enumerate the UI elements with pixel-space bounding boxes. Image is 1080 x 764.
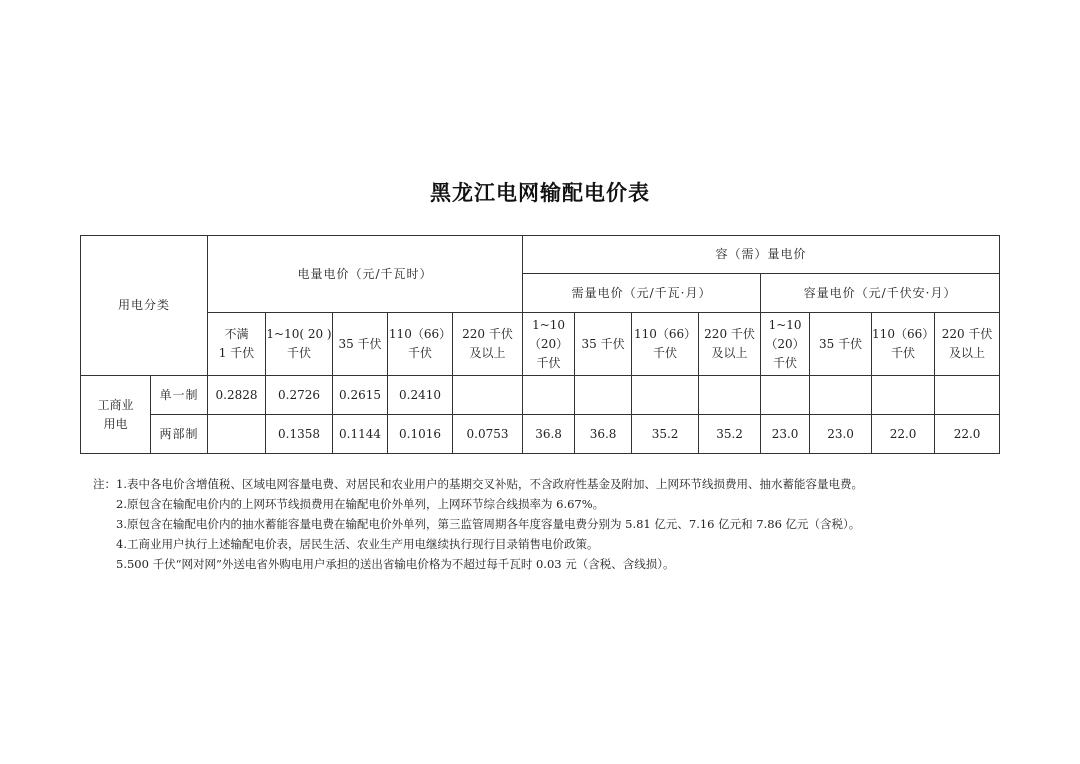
- capacity-price-cell: 23.0: [810, 415, 872, 454]
- energy-price-cell: 0.1358: [266, 415, 333, 454]
- energy-price-cell: 0.1144: [333, 415, 388, 454]
- group-label-line: 用电: [103, 416, 128, 431]
- energy-level-line: 1 千伏: [218, 346, 255, 360]
- energy-level-line: 35 千伏: [338, 336, 382, 351]
- demand-price-cell: 36.8: [575, 415, 632, 454]
- energy-price-cell: 0.2828: [208, 376, 266, 415]
- demand-level-header: [523, 313, 575, 376]
- energy-level-header: [208, 313, 266, 376]
- capacity-price-cell: [810, 376, 872, 415]
- capacity-price-cell: 22.0: [935, 415, 1000, 454]
- row-label: 两部制: [151, 415, 208, 454]
- energy-price-cell: 0.0753: [453, 415, 523, 454]
- capacity-price-cell: [872, 376, 935, 415]
- note-line: 4.工商业用户执行上述输配电价表，居民生活、农业生产用电继续执行现行目录销售电价政策。: [116, 537, 599, 551]
- capacity-group-header: 容（需）量电价: [523, 236, 1000, 274]
- tariff-table: [80, 235, 1000, 454]
- energy-level-line: 及以上: [469, 346, 506, 360]
- capacity-level-line: 1~10: [768, 317, 802, 332]
- energy-price-cell: 0.2410: [388, 376, 453, 415]
- demand-price-cell: [523, 376, 575, 415]
- capacity-level-header: [761, 313, 810, 376]
- demand-price-header: 需量电价（元/千瓦·月）: [523, 274, 761, 313]
- capacity-level-line: 千伏: [773, 355, 798, 370]
- energy-price-header: 电量电价（元/千瓦时）: [208, 236, 523, 313]
- row-label: 单一制: [151, 376, 208, 415]
- demand-price-cell: 36.8: [523, 415, 575, 454]
- capacity-level-line: （20）: [765, 336, 805, 351]
- capacity-price-cell: 22.0: [872, 415, 935, 454]
- energy-level-line: 千伏: [287, 346, 312, 360]
- capacity-level-line: 110（66）: [872, 327, 935, 341]
- demand-level-header: [632, 313, 699, 376]
- energy-price-cell: [453, 376, 523, 415]
- note-line: 3.原包含在输配电价内的抽水蓄能容量电费在输配电价外单列，第三监管周期各年度容量电费分别为 5.81 亿元、7.16 亿元和 7.86 亿元（含税）。: [116, 517, 861, 531]
- energy-level-line: 千伏: [408, 346, 433, 360]
- capacity-level-line: 35 千伏: [819, 336, 863, 351]
- category-header: 用电分类: [81, 236, 208, 376]
- capacity-level-header: [935, 313, 1000, 376]
- energy-level-line: 不满: [224, 327, 249, 341]
- demand-level-header: [575, 313, 632, 376]
- energy-level-line: 220 千伏: [462, 327, 513, 341]
- note-line: 5.500 千伏“网对网”外送电省外购电用户承担的送出省输电价格为不超过每千瓦时 0.03 元（含税、含线损）。: [116, 557, 675, 571]
- capacity-level-header: [810, 313, 872, 376]
- capacity-price-cell: [935, 376, 1000, 415]
- capacity-price-cell: 23.0: [761, 415, 810, 454]
- demand-price-cell: [575, 376, 632, 415]
- demand-level-header: [699, 313, 761, 376]
- capacity-level-line: 及以上: [949, 346, 986, 360]
- demand-level-line: 千伏: [536, 355, 561, 370]
- demand-level-line: 35 千伏: [581, 336, 625, 351]
- demand-level-line: 220 千伏: [704, 327, 755, 341]
- demand-price-cell: [699, 376, 761, 415]
- capacity-price-cell: [761, 376, 810, 415]
- demand-level-line: 及以上: [711, 346, 748, 360]
- energy-price-cell: 0.1016: [388, 415, 453, 454]
- voltage-level-row: [81, 313, 1000, 376]
- demand-level-line: 千伏: [653, 346, 678, 360]
- capacity-level-line: 千伏: [891, 346, 916, 360]
- energy-level-header: [453, 313, 523, 376]
- energy-level-line: 1~10( 20 ): [266, 327, 332, 341]
- energy-level-header: [388, 313, 453, 376]
- table-row: [81, 376, 1000, 415]
- capacity-level-line: 220 千伏: [941, 327, 993, 341]
- energy-price-cell: [208, 415, 266, 454]
- demand-price-cell: [632, 376, 699, 415]
- note-line: 2.原包含在输配电价内的上网环节线损费用在输配电价外单列，上网环节综合线损率为 6.67%。: [116, 497, 605, 511]
- group-label-line: 工商业: [97, 397, 134, 412]
- energy-price-cell: 0.2726: [266, 376, 333, 415]
- demand-level-line: （20）: [528, 336, 569, 351]
- note-line: 注：1.表中各电价含增值税、区域电网容量电费、对居民和农业用户的基期交叉补贴，不含政府性基金及附加、上网环节线损费用、抽水蓄能容量电费。: [93, 477, 863, 491]
- energy-level-header: [333, 313, 388, 376]
- table-row: [81, 415, 1000, 454]
- demand-level-line: 110（66）: [633, 327, 697, 341]
- demand-price-cell: 35.2: [699, 415, 761, 454]
- energy-level-line: 110（66）: [388, 327, 452, 341]
- page-title: 黑龙江电网输配电价表: [430, 181, 650, 205]
- energy-level-header: [266, 313, 333, 376]
- notes: [93, 474, 1053, 574]
- group-label-cell: [81, 376, 151, 454]
- capacity-price-header: 容量电价（元/千伏安·月）: [761, 274, 1000, 313]
- energy-price-cell: 0.2615: [333, 376, 388, 415]
- capacity-level-header: [872, 313, 935, 376]
- demand-price-cell: 35.2: [632, 415, 699, 454]
- demand-level-line: 1~10: [532, 317, 566, 332]
